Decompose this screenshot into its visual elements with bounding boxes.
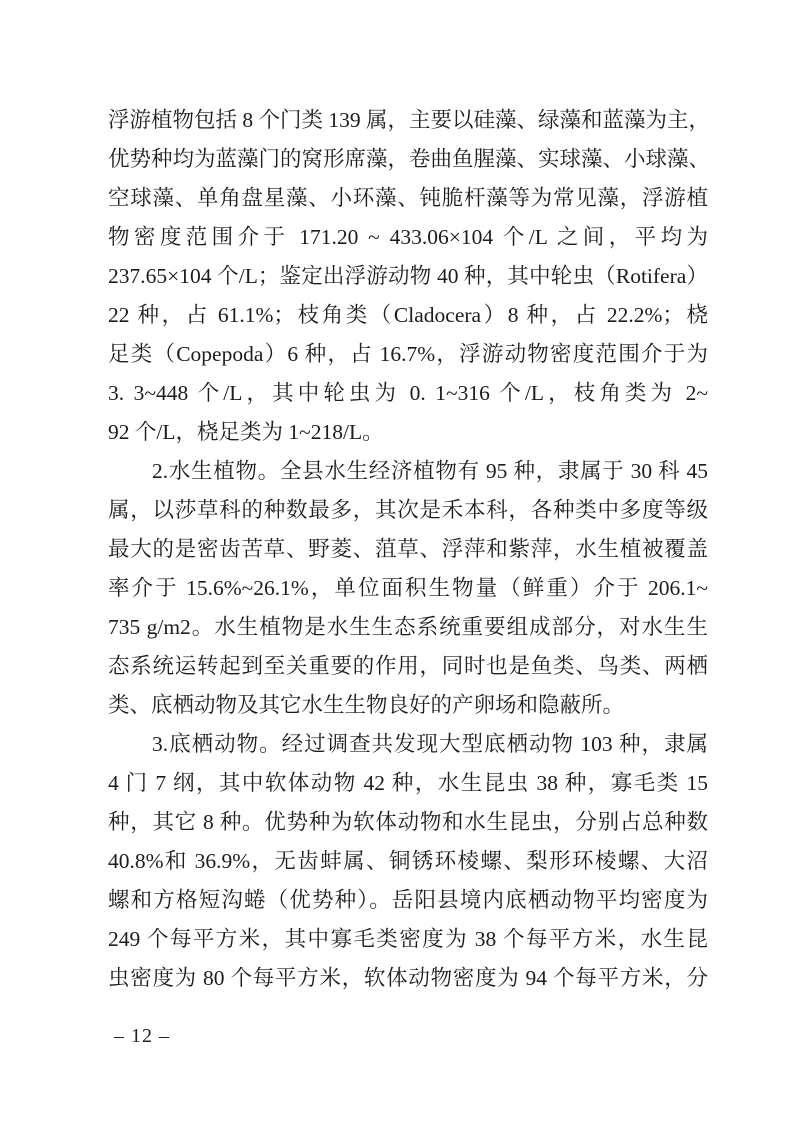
text-line: 2.水生植物。全县水生经济植物有 95 种，隶属于 30 科 45	[152, 459, 708, 483]
text-line: 22 种，占 61.1%；枝角类（Cladocera）8 种，占 22.2%；桡	[108, 303, 708, 327]
text-line: 类、底栖动物及其它水生生物良好的产卵场和隐蔽所。	[108, 693, 625, 717]
text-line: 最大的是密齿苦草、野菱、菹草、浮萍和紫萍，水生植被覆盖	[108, 537, 708, 561]
text-line: 物密度范围介于 171.20 ~ 433.06×104 个/L 之间，平均为	[108, 225, 708, 249]
text-line: 237.65×104 个/L；鉴定出浮游动物 40 种，其中轮虫（Rotifera）	[108, 264, 708, 288]
text-line: 浮游植物包括 8 个门类 139 属，主要以硅藻、绿藻和蓝藻为主，	[108, 108, 711, 132]
text-line: 92 个/L，桡足类为 1~218/L。	[108, 420, 384, 444]
text-line: 属，以莎草科的种数最多，其次是禾本科，各种类中多度等级	[108, 498, 708, 522]
text-line: 优势种均为蓝藻门的窝形席藻，卷曲鱼腥藻、实球藻、小球藻、	[108, 147, 711, 171]
text-line: 40.8%和 36.9%，无齿蚌属、铜锈环棱螺、梨形环棱螺、大沼	[108, 849, 708, 873]
text-line: 空球藻、单角盘星藻、小环藻、钝脆杆藻等为常见藻，浮游植	[108, 186, 708, 210]
text-line: 3. 3~448 个/L，其中轮虫为 0. 1~316 个/L，枝角类为 2~	[108, 381, 708, 405]
text-line: 态系统运转起到至关重要的作用，同时也是鱼类、鸟类、两栖	[108, 654, 708, 678]
text-line: 螺和方格短沟蜷（优势种）。岳阳县境内底栖动物平均密度为	[108, 888, 708, 912]
text-line: 735 g/m2。水生植物是水生生态系统重要组成部分，对水生生	[108, 615, 708, 639]
text-line: 虫密度为 80 个每平方米，软体动物密度为 94 个每平方米，分	[108, 966, 708, 990]
text-line: 率介于 15.6%~26.1%，单位面积生物量（鲜重）介于 206.1~	[108, 576, 708, 600]
text-line: 4 门 7 纲，其中软体动物 42 种，水生昆虫 38 种，寡毛类 15	[108, 771, 708, 795]
text-line: 种，其它 8 种。优势种为软体动物和水生昆虫，分别占总种数	[108, 810, 708, 834]
page-body-text	[108, 101, 711, 998]
text-line: 249 个每平方米，其中寡毛类密度为 38 个每平方米，水生昆	[108, 927, 708, 951]
text-line: 足类（Copepoda）6 种，占 16.7%，浮游动物密度范围介于为	[108, 342, 708, 366]
page-number: – 12 –	[114, 1025, 170, 1047]
text-line: 3.底栖动物。经过调查共发现大型底栖动物 103 种，隶属	[152, 732, 708, 756]
